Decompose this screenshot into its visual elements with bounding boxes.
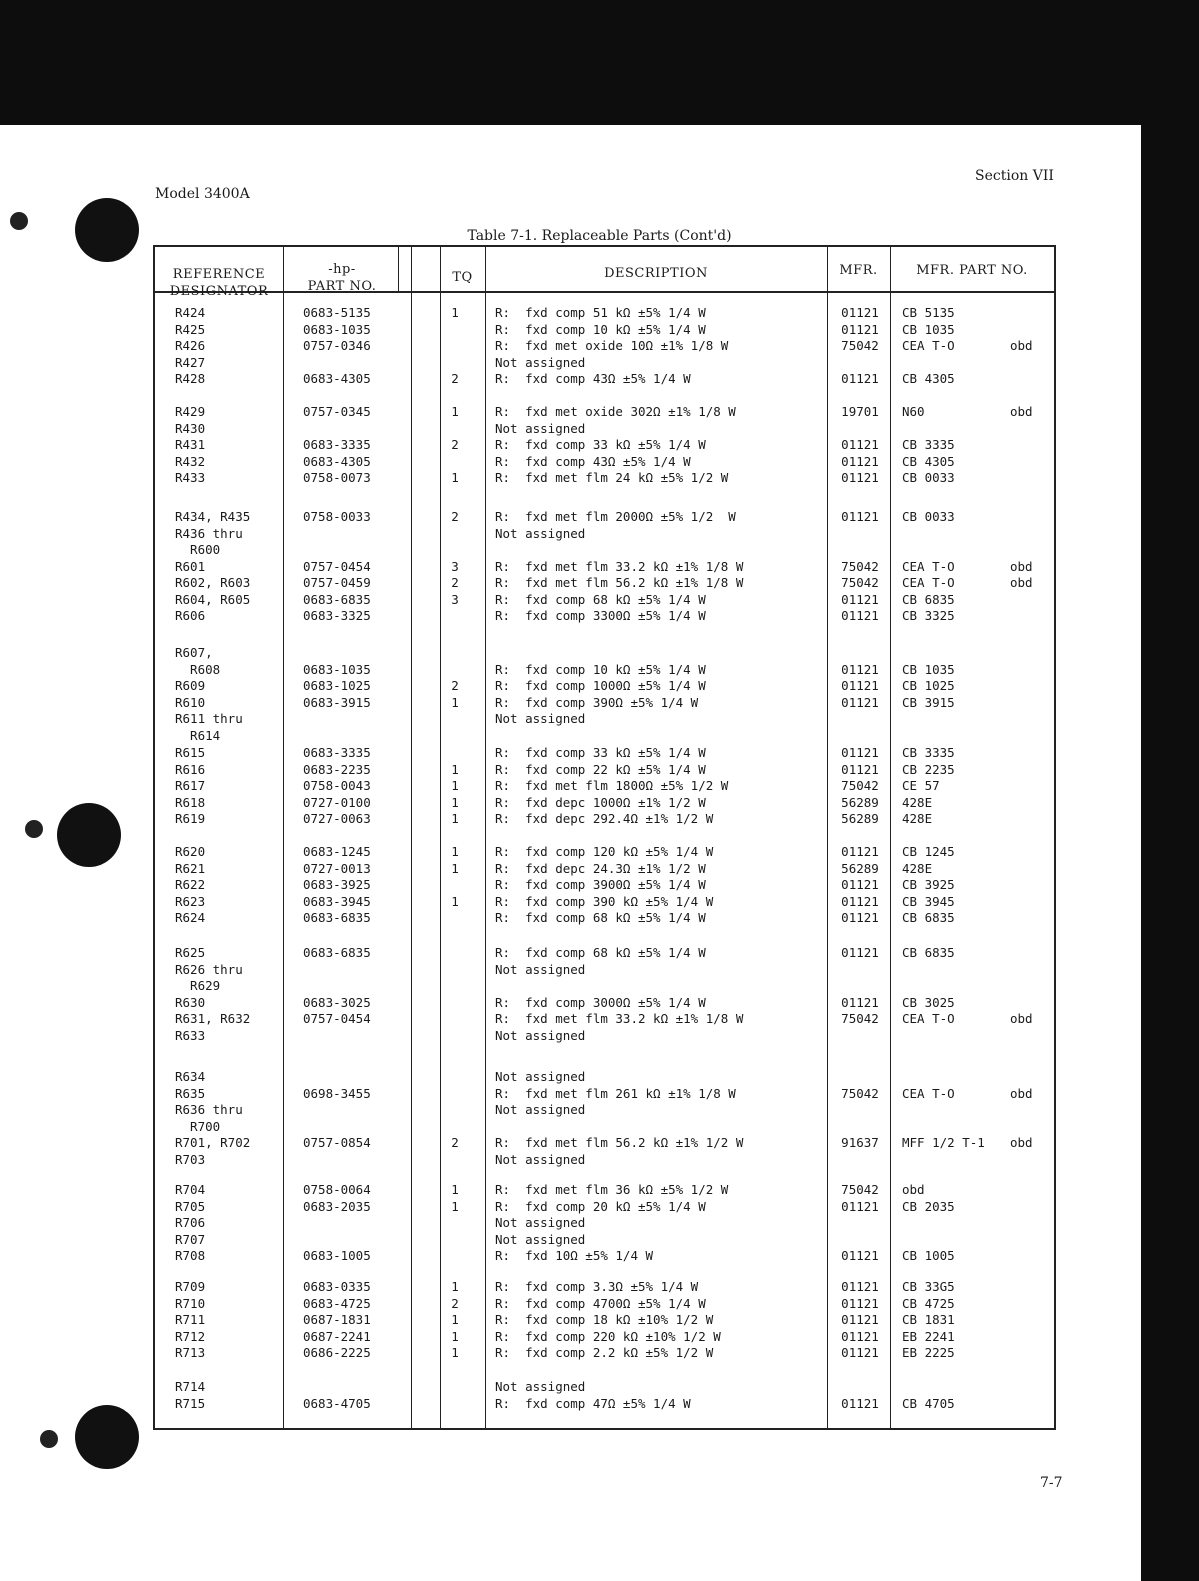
manufacturer-part-number: obd CB 2035 CB 1005 (902, 1182, 955, 1263)
reference-designator: R704 R705 R706 R707 R708 (175, 1182, 206, 1263)
description: R: fxd met flm 36 kΩ ±5% 1/2 W R: fxd comp 20 kΩ ±5% 1/4 W Not assigned Not assigned R: fxd 10Ω ±5% 1/4 W (495, 1182, 729, 1263)
hp-part-number: 0683-5135 0683-1035 0757-0346 0683-4305 (303, 305, 371, 386)
binder-mark-bottom (40, 1430, 58, 1448)
total-quantity: 1 2 1 1 1 (451, 1279, 459, 1360)
binder-hole-bottom (75, 1405, 139, 1469)
scan-top-shadow (0, 0, 1199, 125)
manufacturer-code: 19701 01121 01121 01121 (841, 404, 879, 485)
total-quantity: 2 (451, 1135, 459, 1150)
description: Not assigned R: fxd comp 47Ω ±5% 1/4 W (495, 1379, 691, 1411)
binder-mark-middle (25, 820, 43, 838)
manufacturer-code: 01121 (841, 1395, 879, 1411)
reference-designator: R634 R635 R636 thru R700 R701, R702 R703 (175, 1069, 251, 1167)
hp-part-number: 0683-4705 (303, 1395, 371, 1411)
manufacturer-part-number: CB 1035 CB 1025 CB 3915 (902, 661, 955, 710)
manufacturer-code: 01121 01121 01121 (841, 661, 879, 710)
scan-right-shadow (1141, 95, 1199, 1581)
col-header-tq: TQ (452, 270, 473, 285)
obd-note: obd obd (1010, 1085, 1033, 1150)
hp-part-number: 0683-1035 0683-1025 0683-3915 (303, 661, 371, 710)
reference-designator: R429 R430 R431 R432 R433 (175, 404, 206, 485)
obd-note: obd (1010, 338, 1033, 353)
manufacturer-part-number: CEA T-O MFF 1/2 T-1 (902, 1085, 985, 1150)
manufacturer-part-number: CB 6835 CB 3025 CEA T-O (902, 945, 955, 1026)
parts-table (153, 245, 1056, 1430)
hp-part-number: 0683-3335 0683-2235 0758-0043 0727-0100 0727-0063 (303, 745, 371, 826)
hp-part-number: 0698-3455 0757-0854 (303, 1085, 371, 1150)
hp-part-number: 0757-0345 0683-3335 0683-4305 0758-0073 (303, 404, 371, 485)
description: R: fxd comp 33 kΩ ±5% 1/4 W R: fxd comp 22 kΩ ±5% 1/4 W R: fxd met flm 1800Ω ±5% 1/2 W R: fxd depc 1000Ω ±1% 1/2 W R: fxd depc 292.4Ω ±1% 1/2 W (495, 745, 729, 826)
obd-note: obd (1010, 1011, 1033, 1026)
col-header-reference: REFERENCE DESIGNATOR (169, 267, 269, 299)
manufacturer-part-number: CB 3335 CB 2235 CE 57 428E 428E (902, 745, 955, 826)
total-quantity: 1 1 (451, 1182, 459, 1214)
manufacturer-part-number: CB 0033 CEA T-O CEA T-O CB 6835 CB 3325 (902, 509, 955, 623)
manufacturer-part-number: CB 33G5 CB 4725 CB 1831 EB 2241 EB 2225 (902, 1279, 955, 1360)
manufacturer-part-number: N60 CB 3335 CB 4305 CB 0033 (902, 404, 955, 485)
manufacturer-part-number: CB 1245 428E CB 3925 CB 3945 CB 6835 (902, 844, 955, 925)
manufacturer-code: 01121 01121 75042 56289 56289 (841, 745, 879, 826)
col-header-description: DESCRIPTION (604, 266, 708, 281)
manufacturer-code: 75042 91637 (841, 1085, 879, 1150)
hp-part-number: 0683-0335 0683-4725 0687-1831 0687-2241 0686-2225 (303, 1279, 371, 1360)
col-header-mfr: MFR. (839, 263, 878, 278)
reference-designator: R714 R715 (175, 1379, 206, 1411)
binder-hole-middle (57, 803, 121, 867)
hp-part-number: 0683-6835 0683-3025 0757-0454 (303, 945, 371, 1026)
col-header-part-no: -hp- PART NO. (307, 262, 377, 294)
description: R: fxd comp 3.3Ω ±5% 1/4 W R: fxd comp 4700Ω ±5% 1/4 W R: fxd comp 18 kΩ ±10% 1/2 W R: fxd comp 220 kΩ ±10% 1/2 W R: fxd comp 2.2 kΩ ±5% 1/2 W (495, 1279, 721, 1360)
description: R: fxd comp 10 kΩ ±5% 1/4 W R: fxd comp 1000Ω ±5% 1/4 W R: fxd comp 390Ω ±5% 1/4 W Not assigned (495, 661, 706, 726)
manufacturer-code: 75042 01121 01121 (841, 1182, 879, 1263)
reference-designator: R625 R626 thru R629 R630 R631, R632 R633 (175, 945, 251, 1043)
hp-part-number: 0758-0064 0683-2035 0683-1005 (303, 1182, 371, 1263)
description: R: fxd comp 120 kΩ ±5% 1/4 W R: fxd depc 24.3Ω ±1% 1/2 W R: fxd comp 3900Ω ±5% 1/4 W R: fxd comp 390 kΩ ±5% 1/4 W R: fxd comp 68 kΩ ±5% 1/4 W (495, 844, 714, 925)
reference-designator: R615 R616 R617 R618 R619 (175, 745, 206, 826)
manufacturer-code: 01121 56289 01121 01121 01121 (841, 844, 879, 925)
reference-designator: R607, R608 R609 R610 R611 thru R614 (175, 645, 243, 743)
reference-designator: R709 R710 R711 R712 R713 (175, 1279, 206, 1360)
obd-note: obd obd (1010, 558, 1033, 590)
manufacturer-part-number: CB 4705 (902, 1395, 955, 1411)
total-quantity: 2 1 (451, 678, 459, 710)
description: R: fxd comp 51 kΩ ±5% 1/4 W R: fxd comp 10 kΩ ±5% 1/4 W R: fxd met oxide 10Ω ±1% 1/8 W Not assigned R: fxd comp 43Ω ±5% 1/4 W (495, 305, 729, 386)
manufacturer-part-number: CB 5135 CB 1035 CEA T-O CB 4305 (902, 305, 955, 386)
manufacturer-code: 01121 01121 01121 01121 01121 (841, 1279, 879, 1360)
description: R: fxd met oxide 302Ω ±1% 1/8 W Not assigned R: fxd comp 33 kΩ ±5% 1/4 W R: fxd comp 43Ω ±5% 1/4 W R: fxd met flm 24 kΩ ±5% 1/2 W (495, 404, 736, 485)
reference-designator: R424 R425 R426 R427 R428 (175, 305, 206, 386)
total-quantity: 1 1 1 (451, 844, 459, 909)
section-header: Section VII (975, 168, 1054, 184)
table-title: Table 7-1. Replaceable Parts (Cont'd) (467, 228, 732, 244)
description: R: fxd met flm 2000Ω ±5% 1/2 W Not assigned R: fxd met flm 33.2 kΩ ±1% 1/8 W R: fxd met flm 56.2 kΩ ±1% 1/8 W R: fxd comp 68 kΩ ±5% 1/4 W R: fxd comp 3300Ω ±5% 1/4 W (495, 509, 744, 623)
manufacturer-code: 01121 75042 75042 01121 01121 (841, 509, 879, 623)
total-quantity: 2 3 2 3 (451, 509, 459, 607)
total-quantity: 1 2 1 (451, 404, 459, 485)
model-header: Model 3400A (155, 186, 250, 202)
hp-part-number: 0683-1245 0727-0013 0683-3925 0683-3945 0683-6835 (303, 844, 371, 925)
manufacturer-code: 01121 01121 75042 01121 (841, 305, 879, 386)
manufacturer-code: 01121 01121 75042 (841, 945, 879, 1026)
total-quantity: 1 2 (451, 305, 459, 386)
description: Not assigned R: fxd met flm 261 kΩ ±1% 1/8 W Not assigned R: fxd met flm 56.2 kΩ ±1% 1/2 W Not assigned (495, 1069, 744, 1167)
total-quantity: 1 1 1 1 (451, 761, 459, 826)
col-header-mfr-part-no: MFR. PART NO. (916, 263, 1028, 278)
hp-part-number: 0758-0033 0757-0454 0757-0459 0683-6835 0683-3325 (303, 509, 371, 623)
description: R: fxd comp 68 kΩ ±5% 1/4 W Not assigned R: fxd comp 3000Ω ±5% 1/4 W R: fxd met flm 33.2 kΩ ±1% 1/8 W Not assigned (495, 945, 744, 1043)
obd-note: obd (1010, 404, 1033, 419)
page-number: 7-7 (1040, 1475, 1063, 1491)
reference-designator: R434, R435 R436 thru R600 R601 R602, R603 R604, R605 R606 (175, 509, 251, 623)
reference-designator: R620 R621 R622 R623 R624 (175, 844, 206, 925)
